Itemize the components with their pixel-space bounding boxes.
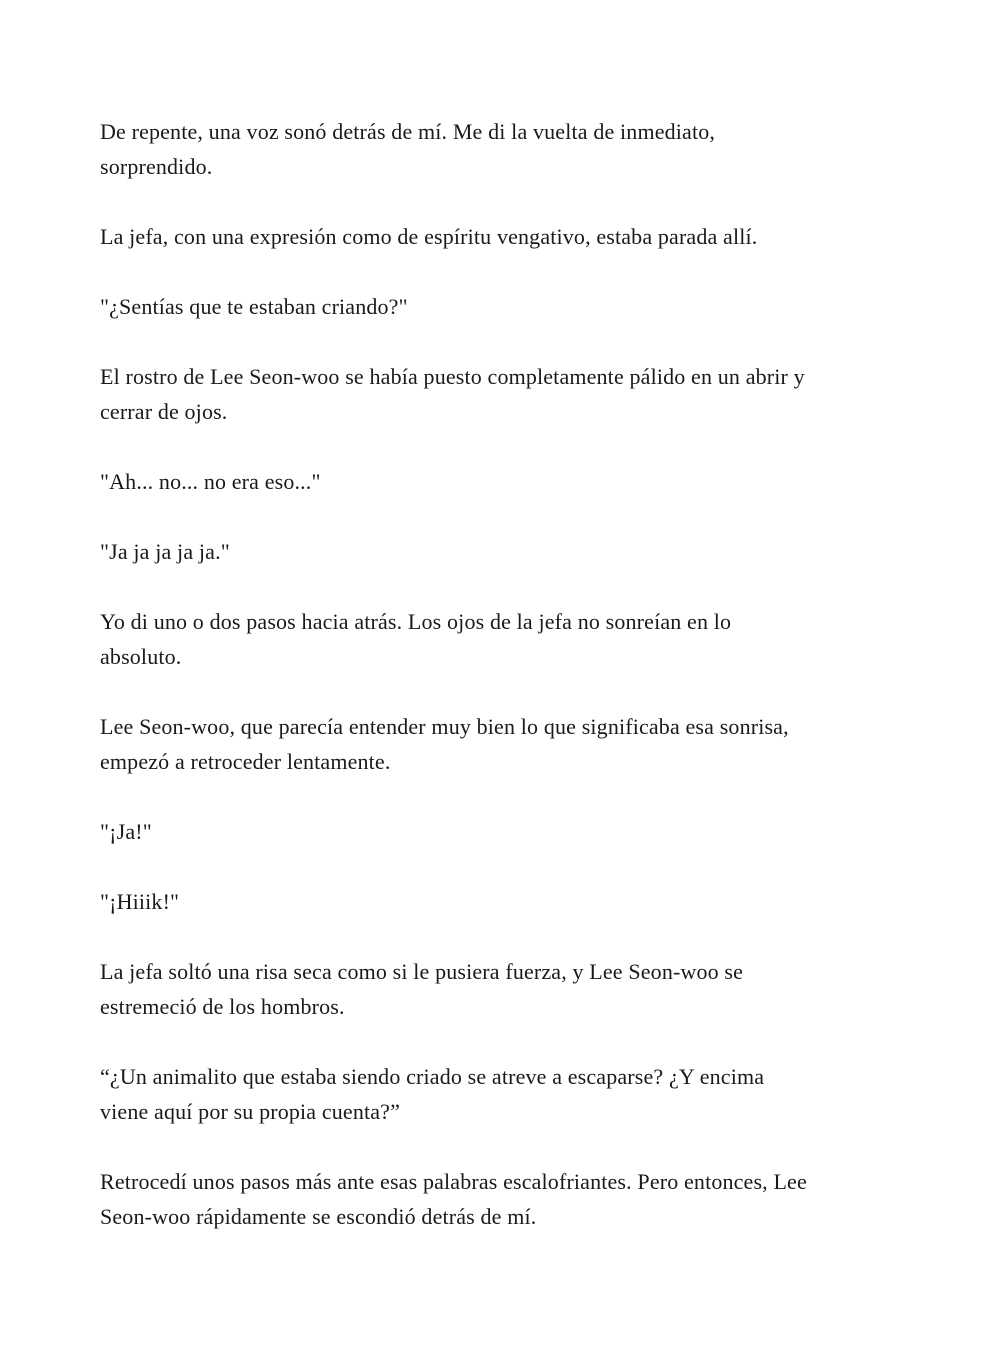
paragraph — [100, 814, 920, 849]
paragraph-line: sorprendido. — [100, 154, 213, 179]
paragraph — [100, 219, 920, 254]
paragraph-line: Yo di uno o dos pasos hacia atrás. Los ojos de la jefa no sonreían en lo — [100, 609, 732, 634]
paragraph-line: cerrar de ojos. — [100, 399, 228, 424]
paragraph-line: Retrocedí unos pasos más ante esas palabras escalofriantes. Pero entonces, Lee — [100, 1169, 807, 1194]
paragraph-line: Seon-woo rápidamente se escondió detrás de mí. — [100, 1204, 537, 1229]
paragraph-line: estremeció de los hombros. — [100, 994, 345, 1019]
paragraph — [100, 604, 920, 674]
paragraph — [100, 709, 920, 779]
paragraph-line: "Ah... no... no era eso..." — [100, 469, 321, 494]
paragraph-line: Lee Seon-woo, que parecía entender muy bien lo que significaba esa sonrisa, — [100, 714, 789, 739]
paragraph-line: "Ja ja ja ja ja." — [100, 539, 230, 564]
paragraph-line: La jefa soltó una risa seca como si le pusiera fuerza, y Lee Seon-woo se — [100, 959, 744, 984]
paragraph-line: "¡Ja!" — [100, 819, 152, 844]
paragraph — [100, 464, 920, 499]
paragraph — [100, 954, 920, 1024]
paragraph — [100, 1059, 920, 1129]
paragraph-line: empezó a retroceder lentamente. — [100, 749, 391, 774]
paragraph-line: La jefa, con una expresión como de espíritu vengativo, estaba parada allí. — [100, 224, 758, 249]
paragraph — [100, 359, 920, 429]
paragraph-line: “¿Un animalito que estaba siendo criado se atreve a escaparse? ¿Y encima — [100, 1064, 765, 1089]
paragraph-line: absoluto. — [100, 644, 182, 669]
paragraph-line: viene aquí por su propia cuenta?” — [100, 1099, 400, 1124]
paragraph — [100, 114, 920, 184]
paragraph-line: "¿Sentías que te estaban criando?" — [100, 294, 408, 319]
paragraph-line: El rostro de Lee Seon-woo se había puesto completamente pálido en un abrir y — [100, 364, 805, 389]
paragraph-line: De repente, una voz sonó detrás de mí. Me di la vuelta de inmediato, — [100, 119, 716, 144]
paragraph — [100, 1164, 920, 1234]
paragraph-line: "¡Hiiik!" — [100, 889, 180, 914]
paragraph — [100, 289, 920, 324]
paragraph — [100, 884, 920, 919]
paragraph — [100, 534, 920, 569]
document-body — [100, 114, 920, 1269]
